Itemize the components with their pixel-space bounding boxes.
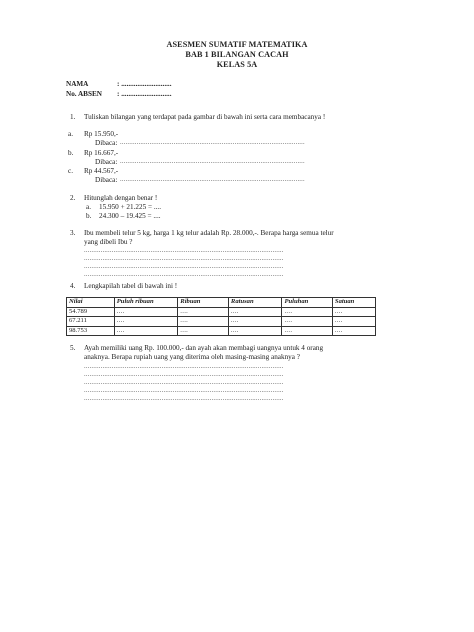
q4-text: Lengkapilah tabel di bawah ini !: [84, 282, 178, 290]
table-row: [67, 326, 376, 336]
column-header: Satuan: [332, 298, 375, 308]
absen-label: No. ABSEN: [66, 90, 102, 98]
q1a-value: Rp 15.950,-: [84, 130, 119, 138]
q5-answer-line[interactable]: ............................................................................................................: [84, 387, 284, 394]
q1a-answer-line[interactable]: ....................................................................................................: [120, 139, 305, 146]
table-cell-blank[interactable]: ....: [228, 307, 282, 317]
table-row: [67, 307, 376, 317]
q1a-read-label: Dibaca:: [95, 139, 118, 147]
q3-number: 3.: [70, 229, 76, 237]
title-line-1: ASESMEN SUMATIF MATEMATIKA: [166, 40, 308, 49]
q5-answer-line[interactable]: ............................................................................................................: [84, 363, 284, 370]
table-cell-blank[interactable]: ....: [178, 307, 229, 317]
column-header: Ribuan: [178, 298, 229, 308]
q1b-letter: b.: [68, 149, 74, 157]
title-line-2: BAB 1 BILANGAN CACAH: [185, 50, 289, 59]
table-cell-blank[interactable]: ....: [228, 326, 282, 336]
title-line-3: KELAS 5A: [216, 60, 258, 69]
q5-number: 5.: [70, 344, 76, 352]
q2a-expression: 15.950 + 21.225 = ....: [99, 203, 162, 211]
q3-text-line-2: yang dibeli Ibu ?: [84, 238, 133, 246]
table-cell-blank[interactable]: ....: [114, 307, 178, 317]
table-cell-blank[interactable]: ....: [282, 317, 332, 327]
q3-answer-line[interactable]: ............................................................................................................: [84, 255, 284, 262]
q1-number: 1.: [70, 113, 76, 121]
place-value-table: [66, 297, 376, 336]
q5-answer-line[interactable]: ............................................................................................................: [84, 379, 284, 386]
q5-answer-line[interactable]: ............................................................................................................: [84, 395, 284, 402]
table-row: [67, 317, 376, 327]
column-header: Nilai: [67, 298, 115, 308]
q3-answer-line[interactable]: ............................................................................................................: [84, 271, 284, 278]
absen-field[interactable]: : ............................: [117, 90, 172, 98]
column-header: Puluhan: [282, 298, 332, 308]
q1-text: Tuliskan bilangan yang terdapat pada gambar di bawah ini serta cara membacanya !: [84, 113, 326, 121]
column-header: Ratusan: [228, 298, 282, 308]
q3-text-line-1: Ibu membeli telur 5 kg, harga 1 kg telur adalah Rp. 28.000,-. Berapa harga semua telur: [84, 229, 334, 237]
q1a-letter: a.: [68, 130, 73, 138]
table-cell-blank[interactable]: ....: [332, 307, 375, 317]
table-cell-nilai: 98.753: [67, 326, 115, 336]
q4-number: 4.: [70, 282, 76, 290]
q1b-answer-line[interactable]: ....................................................................................................: [120, 158, 305, 165]
table-cell-blank[interactable]: ....: [332, 317, 375, 327]
q5-answer-line[interactable]: ............................................................................................................: [84, 371, 284, 378]
q1b-read-label: Dibaca:: [95, 158, 118, 166]
table-cell-blank[interactable]: ....: [332, 326, 375, 336]
q3-answer-line[interactable]: ............................................................................................................: [84, 263, 284, 270]
q2a-letter: a.: [86, 203, 91, 211]
q5-text-line-1: Ayah memiliki uang Rp. 100.000,- dan ayah akan membagi uangnya untuk 4 orang: [84, 344, 324, 352]
nama-label: NAMA: [66, 80, 89, 88]
table-header-row: [67, 298, 376, 308]
q2-number: 2.: [70, 194, 76, 202]
table-cell-blank[interactable]: ....: [114, 326, 178, 336]
q2b-expression: 24.300 – 19.425 = ....: [99, 212, 161, 220]
table-cell-blank[interactable]: ....: [178, 326, 229, 336]
q1c-value: Rp 44.567,-: [84, 167, 119, 175]
q5-text-line-2: anaknya. Berapa rupiah uang yang diterima oleh masing-masing anaknya ?: [84, 353, 300, 361]
table-cell-blank[interactable]: ....: [114, 317, 178, 327]
q2-text: Hitunglah dengan benar !: [84, 194, 158, 202]
q2b-letter: b.: [86, 212, 92, 220]
table-cell-blank[interactable]: ....: [282, 326, 332, 336]
table-cell-blank[interactable]: ....: [228, 317, 282, 327]
q1c-answer-line[interactable]: ....................................................................................................: [120, 176, 305, 183]
q1b-value: Rp 16.667,-: [84, 149, 119, 157]
q3-answer-line[interactable]: ............................................................................................................: [84, 247, 284, 254]
table-cell-nilai: 54.789: [67, 307, 115, 317]
nama-field[interactable]: : ............................: [117, 80, 172, 88]
q1c-read-label: Dibaca:: [95, 176, 118, 184]
table-cell-blank[interactable]: ....: [282, 307, 332, 317]
table-cell-blank[interactable]: ....: [178, 317, 229, 327]
column-header: Puluh ribuan: [114, 298, 178, 308]
table-cell-nilai: 67.211: [67, 317, 115, 327]
q1c-letter: c.: [68, 167, 73, 175]
